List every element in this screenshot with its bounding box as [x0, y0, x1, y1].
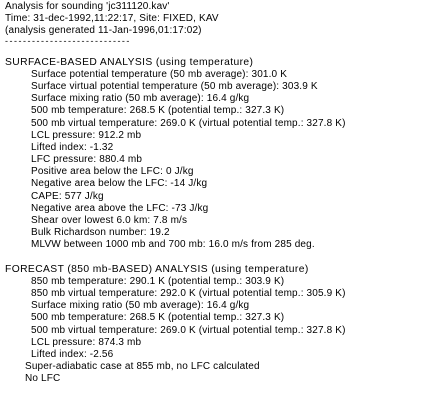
forecast-section-title: FORECAST (850 mb-BASED) ANALYSIS (using temperature) — [5, 263, 309, 275]
spacer — [5, 252, 443, 264]
surface-line: MLVW between 1000 mb and 700 mb: 16.0 m/s from 285 deg. — [31, 239, 315, 251]
surface-line: Shear over lowest 6.0 km: 7.8 m/s — [31, 215, 188, 226]
surface-line: 500 mb virtual temperature: 269.0 K (virtual potential temp.: 327.8 K) — [31, 117, 346, 129]
forecast-note: Super-adiabatic case at 855 mb, no LFC calculated — [25, 361, 260, 373]
header-divider: - - - - - - - - - - - - - - - - - - - - - - - - - - - - — [5, 37, 129, 45]
surface-line: Positive area below the LFC: 0 J/kg — [31, 166, 194, 178]
forecast-line: 850 mb temperature: 290.1 K (potential temp.: 303.9 K) — [31, 275, 285, 287]
forecast-line: Surface mixing ratio (50 mb average): 16.4 g/kg — [31, 300, 250, 312]
surface-line: 500 mb temperature: 268.5 K (potential temp.: 327.3 K) — [31, 105, 285, 117]
surface-section-title: SURFACE-BASED ANALYSIS (using temperature) — [5, 56, 254, 68]
spacer — [5, 45, 443, 57]
forecast-line: Lifted index: -2.56 — [31, 348, 114, 360]
forecast-line: LCL pressure: 874.3 mb — [31, 336, 142, 348]
header-line-generated: (analysis generated 11-Jan-1996,01:17:02) — [5, 25, 202, 37]
surface-line: CAPE: 577 J/kg — [31, 190, 104, 202]
forecast-note: No LFC — [25, 373, 61, 385]
forecast-line: 850 mb virtual temperature: 292.0 K (virtual potential temp.: 305.9 K) — [31, 287, 346, 299]
surface-line: Negative area below the LFC: -14 J/kg — [31, 178, 208, 190]
surface-line: Surface mixing ratio (50 mb average): 16.4 g/kg — [31, 93, 250, 105]
surface-line: Surface virtual potential temperature (50 mb average): 303.9 K — [31, 80, 318, 92]
surface-line: Negative area above the LFC: -73 J/kg — [31, 202, 209, 214]
surface-line: LFC pressure: 880.4 mb — [31, 154, 143, 166]
sounding-analysis-document — [5, 1, 443, 385]
surface-line: Lifted index: -1.32 — [31, 141, 114, 153]
surface-line: Bulk Richardson number: 19.2 — [31, 227, 170, 239]
forecast-line: 500 mb temperature: 268.5 K (potential temp.: 327.3 K) — [31, 312, 285, 324]
surface-line: Surface potential temperature (50 mb average): 301.0 K — [31, 68, 288, 80]
surface-line: LCL pressure: 912.2 mb — [31, 129, 142, 141]
forecast-line: 500 mb virtual temperature: 269.0 K (virtual potential temp.: 327.8 K) — [31, 324, 346, 336]
header-line-time-site: Time: 31-dec-1992,11:22:17, Site: FIXED, KAV — [5, 13, 219, 25]
header-line-sounding: Analysis for sounding 'jc311120.kav' — [5, 1, 170, 12]
